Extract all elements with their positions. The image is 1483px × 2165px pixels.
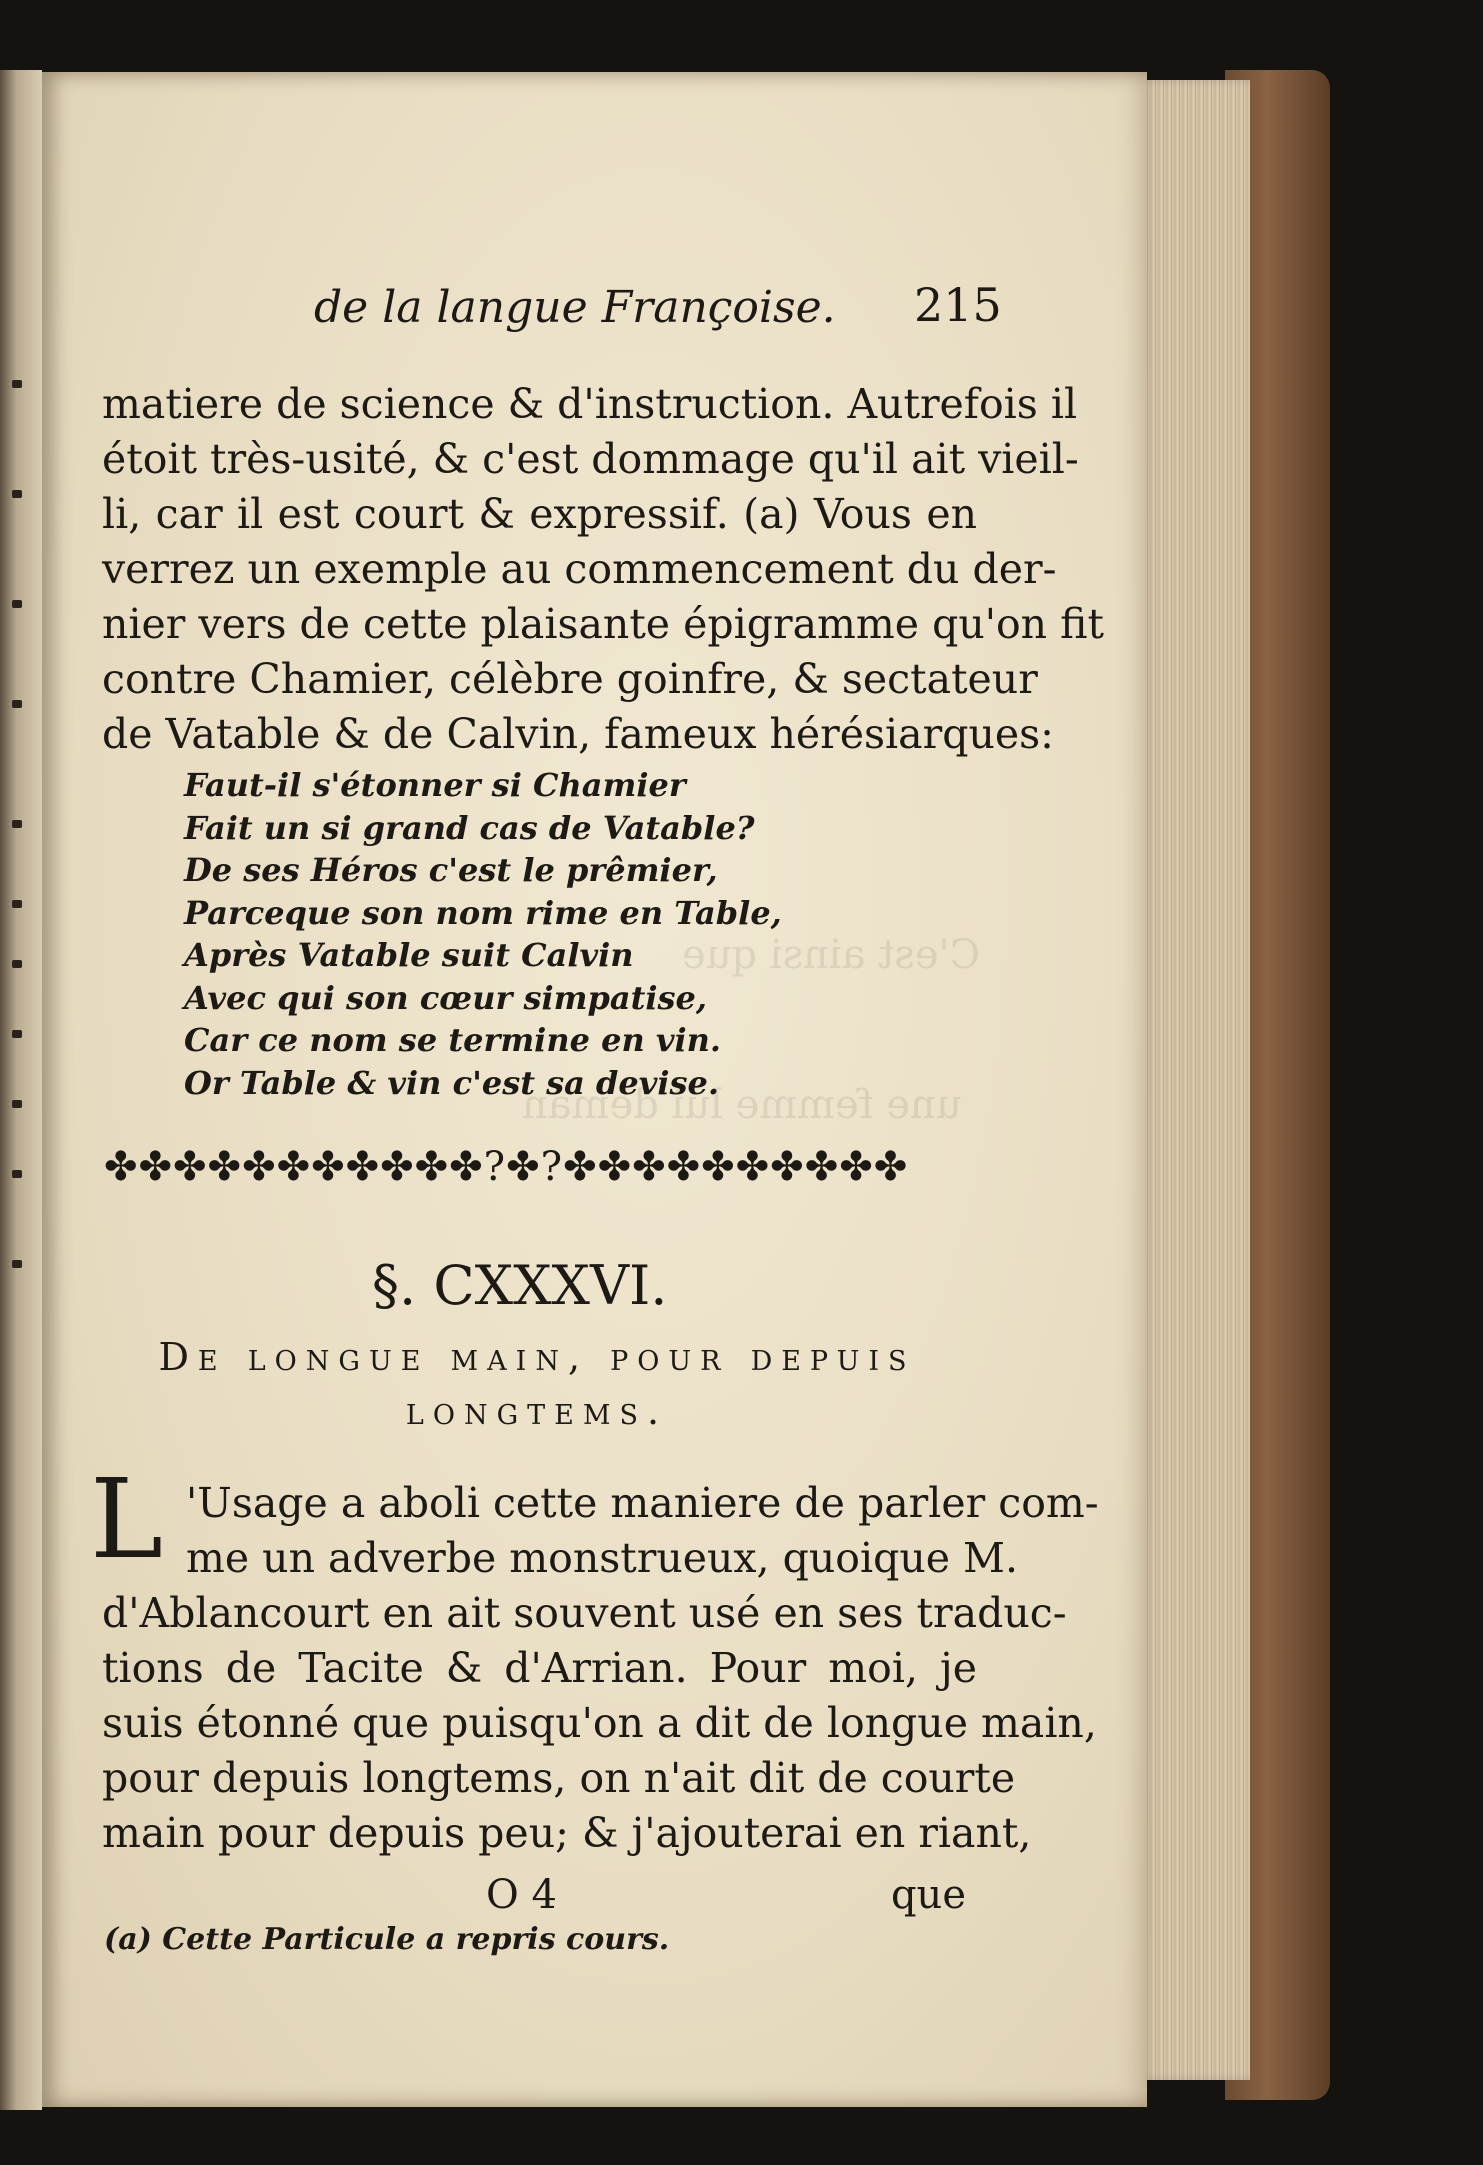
text-line: li, car il est court & expressif. (a) Vous en bbox=[102, 490, 977, 538]
footnote: (a) Cette Particule a repris cours. bbox=[104, 1922, 670, 1957]
show-through-text: C'est ainsi que bbox=[682, 932, 981, 978]
previous-page-edge bbox=[0, 70, 42, 2110]
text-line: contre Chamier, célèbre goinfre, & sectateur bbox=[102, 655, 1038, 703]
page-number: 215 bbox=[914, 278, 1002, 332]
book-page bbox=[42, 72, 1147, 2107]
verse-line: Fait un si grand cas de Vatable? bbox=[184, 808, 755, 847]
text-line: étoit très-usité, & c'est dommage qu'il ait vieil- bbox=[102, 435, 1079, 483]
page-fore-edge bbox=[1140, 80, 1250, 2080]
verse-line: De ses Héros c'est le prêmier, bbox=[184, 851, 718, 889]
section-heading: De longue main, pour depuis longtems. bbox=[158, 1335, 916, 1433]
signature-mark: O 4 bbox=[486, 1872, 557, 1918]
ornamental-rule: ✤✤✤✤✤✤✤✤✤✤✤?✤?✤✤✤✤✤✤✤✤✤✤ bbox=[104, 1144, 909, 1190]
text-line: 'Usage a aboli cette maniere de parler com- bbox=[186, 1479, 1099, 1527]
verse-line: Après Vatable suit Calvin bbox=[184, 936, 634, 974]
verse-line: Parceque son nom rime en Table, bbox=[184, 893, 782, 932]
verse-line: Or Table & vin c'est sa devise. bbox=[184, 1063, 720, 1102]
text-line: main pour depuis peu; & j'ajouterai en riant, bbox=[102, 1809, 1032, 1857]
paragraph-1 bbox=[102, 377, 1104, 762]
verse-line: Car ce nom se termine en vin. bbox=[184, 1021, 722, 1059]
text-line: nier vers de cette plaisante épigramme qu'on fit bbox=[102, 600, 1104, 648]
verse-line: Avec qui son cœur simpatise, bbox=[184, 978, 708, 1017]
text-line: tions de Tacite & d'Arrian. Pour moi, je bbox=[102, 1644, 977, 1692]
text-line: verrez un exemple au commencement du der- bbox=[102, 545, 1057, 593]
text-line: d'Ablancourt en ait souvent usé en ses traduc- bbox=[102, 1589, 1067, 1637]
paragraph-2 bbox=[102, 1476, 1099, 1861]
drop-cap: L bbox=[90, 1455, 164, 1583]
show-through-text: une femme lui deman bbox=[522, 1082, 962, 1128]
text-line: suis étonné que puisqu'on a dit de longue main, bbox=[102, 1699, 1097, 1747]
catchword: que bbox=[890, 1872, 966, 1918]
text-line: pour depuis longtems, on n'ait dit de courte bbox=[102, 1754, 1016, 1802]
text-line: me un adverbe monstrueux, quoique M. bbox=[186, 1534, 1019, 1582]
running-head: de la langue Françoise. bbox=[314, 282, 836, 333]
text-line: de Vatable & de Calvin, fameux hérésiarques: bbox=[102, 710, 1054, 758]
verse-line: Faut-il s'étonner si Chamier bbox=[184, 766, 686, 804]
epigram-verse bbox=[184, 764, 782, 1104]
text-line: matiere de science & d'instruction. Autrefois il bbox=[102, 380, 1078, 428]
section-number: §. CXXXVI. bbox=[372, 1254, 668, 1317]
